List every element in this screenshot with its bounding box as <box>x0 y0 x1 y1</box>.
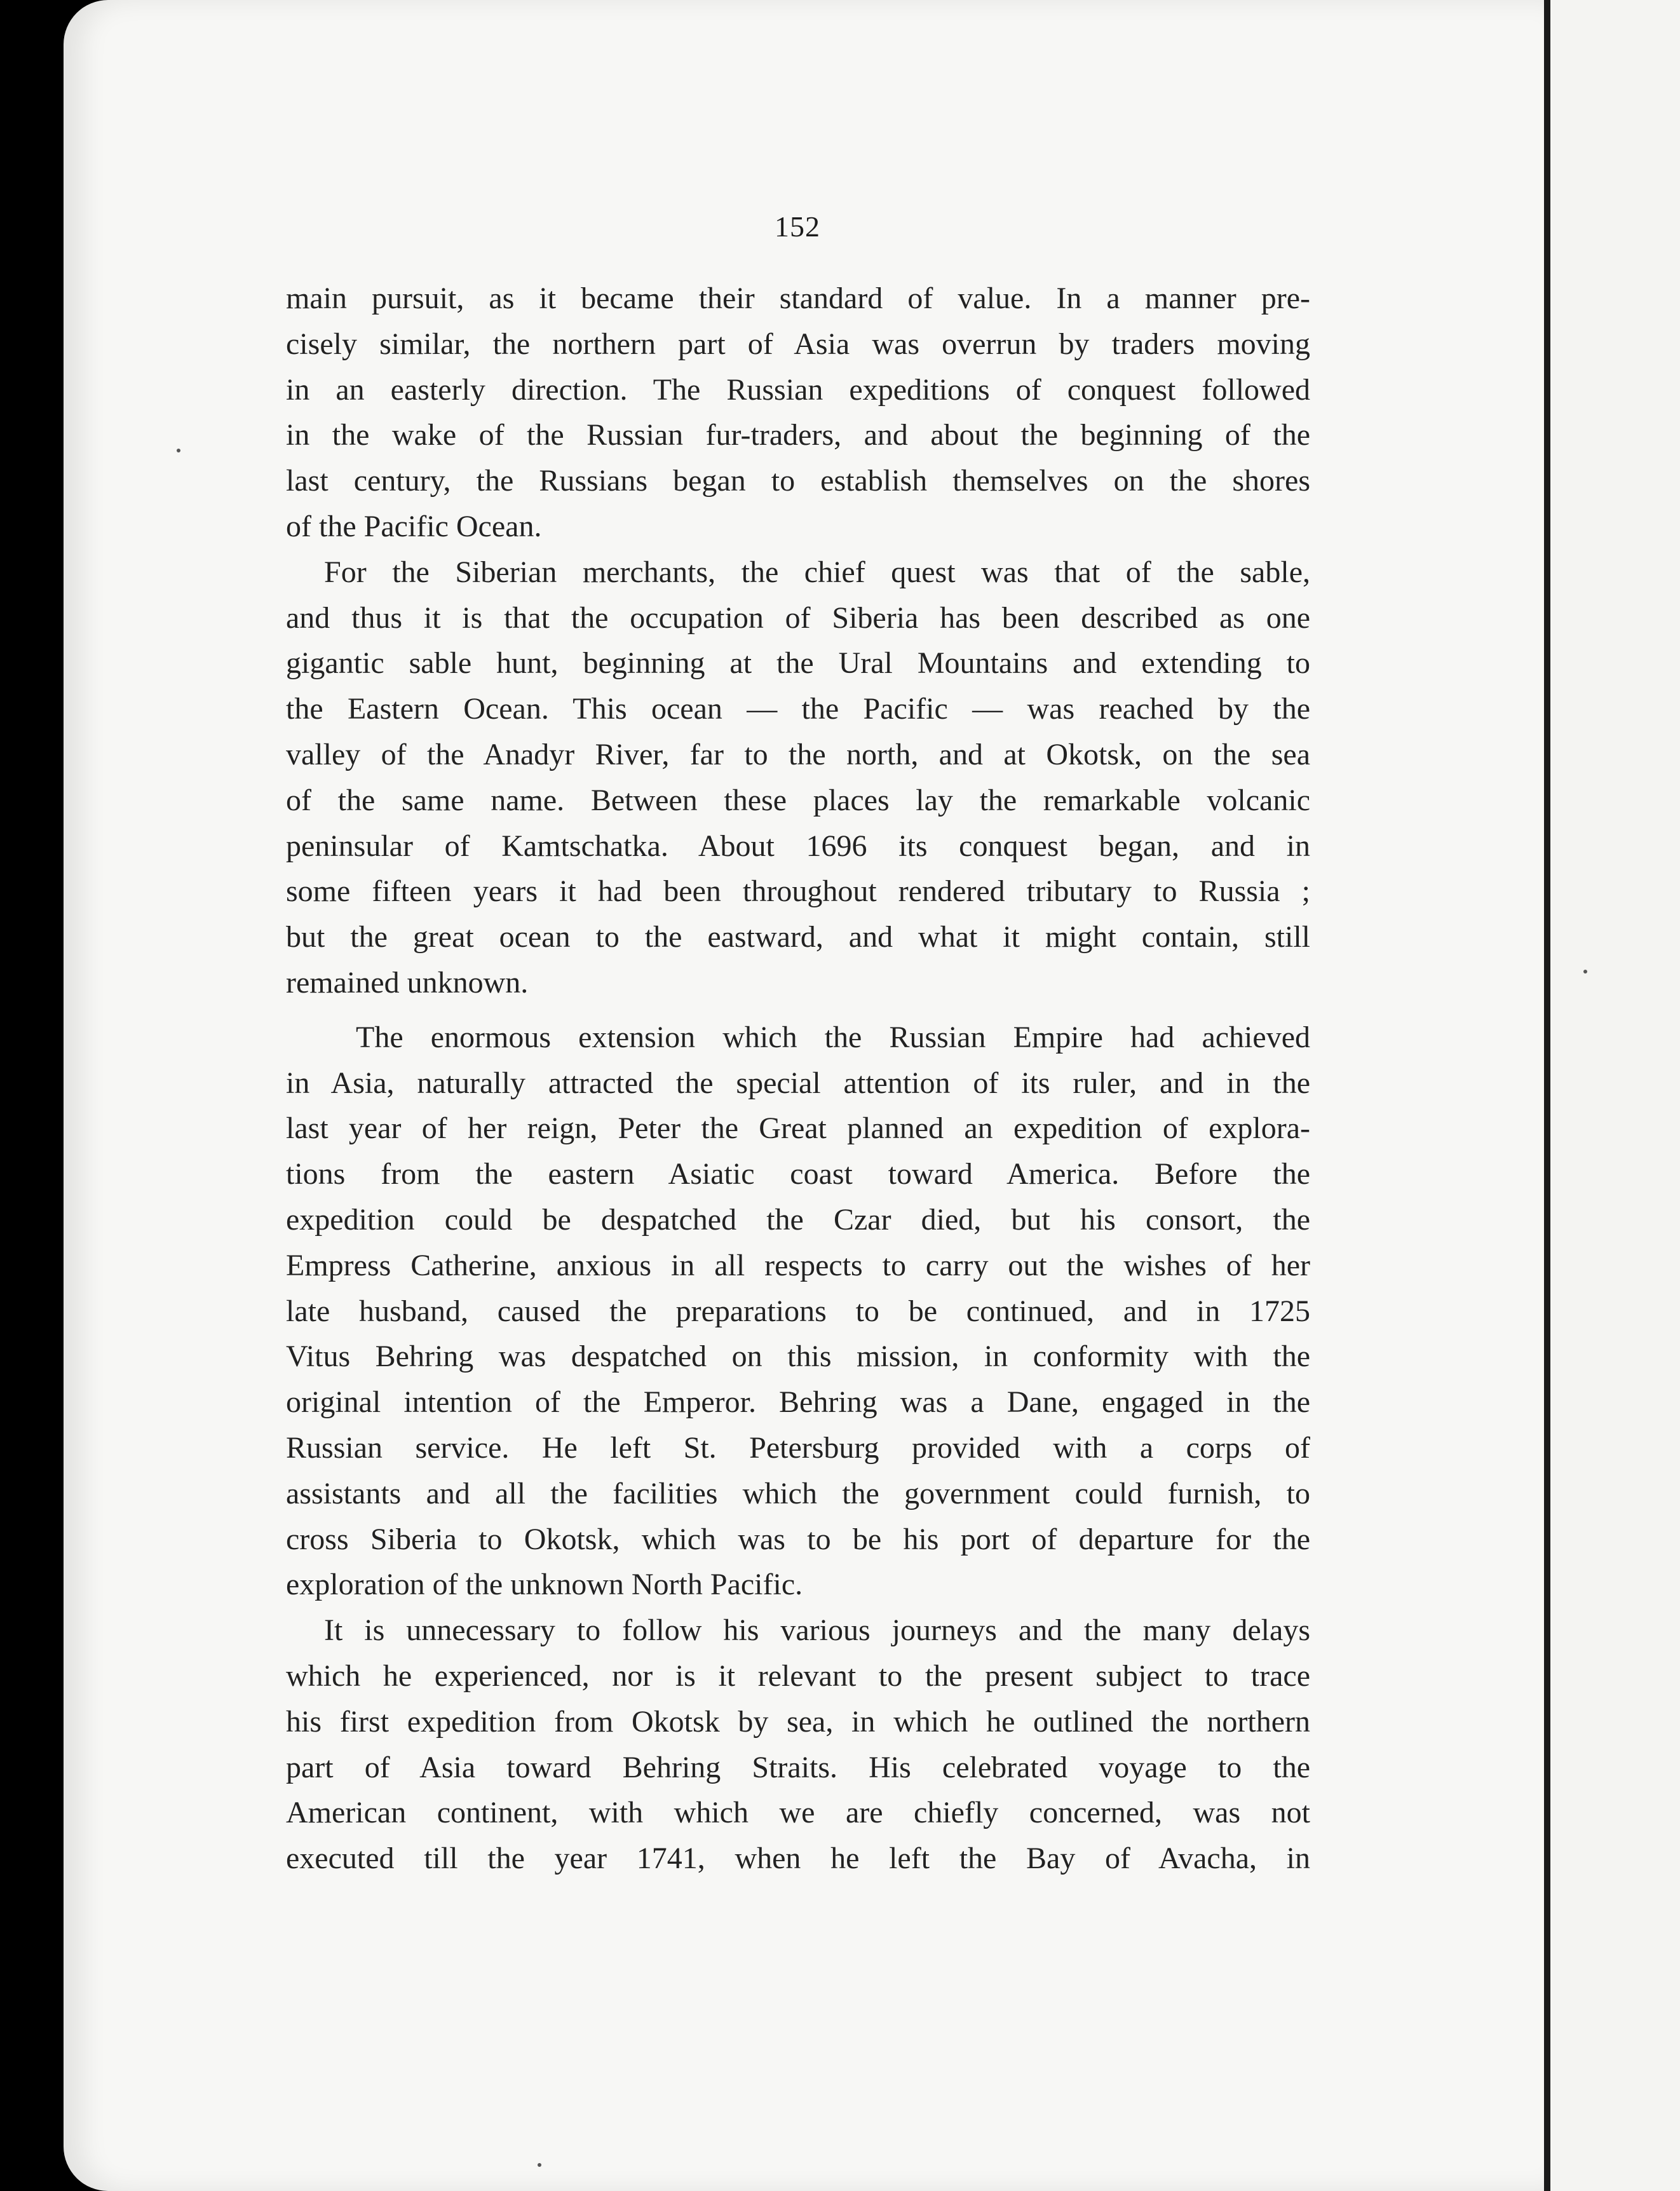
text-line: Russian service. He left St. Petersburg provided with a corps of <box>286 1430 1310 1465</box>
text-line: main pursuit, as it became their standard of value. In a manner pre- <box>286 282 1310 315</box>
paragraph <box>286 1608 1310 1882</box>
text-line: gigantic sable hunt, beginning at the Ural Mountains and extending to <box>286 646 1310 681</box>
paragraph <box>286 1015 1310 1608</box>
text-line: expedition could be despatched the Czar died, but his consort, the <box>286 1202 1310 1237</box>
text-line: remained unknown. <box>286 965 529 1000</box>
text-line: cisely similar, the northern part of Asia was overrun by traders moving <box>286 327 1310 361</box>
text-line: last year of her reign, Peter the Great planned an expedition of explora- <box>286 1111 1310 1146</box>
paragraph <box>286 276 1310 550</box>
paragraph-gap <box>286 1006 1310 1015</box>
text-line: original intention of the Emperor. Behring was a Dane, engaged in the <box>286 1385 1310 1420</box>
scan-speck <box>1583 970 1587 973</box>
text-line: cross Siberia to Okotsk, which was to be his port of departure for the <box>286 1522 1310 1556</box>
text-line: American continent, with which we are chiefly concerned, was not <box>286 1796 1310 1830</box>
scan-speck <box>177 449 180 452</box>
text-line: in an easterly direction. The Russian expeditions of conquest followed <box>286 372 1310 407</box>
body-text <box>286 276 1310 1882</box>
text-line: It is unnecessary to follow his various journeys and the many delays <box>324 1613 1310 1648</box>
text-line: tions from the eastern Asiatic coast toward America. Before the <box>286 1157 1310 1191</box>
facing-page-edge <box>1550 0 1680 2191</box>
text-line: Empress Catherine, anxious in all respects to carry out the wishes of her <box>286 1248 1310 1282</box>
text-line: late husband, caused the preparations to be continued, and in 1725 <box>286 1294 1310 1328</box>
text-line: The enormous extension which the Russian Empire had achieved <box>356 1020 1310 1054</box>
paragraph <box>286 550 1310 1006</box>
text-line: Vitus Behring was despatched on this mission, in conformity with the <box>286 1340 1310 1374</box>
text-line: some fifteen years it had been throughout rendered tributary to Russia ; <box>286 874 1310 909</box>
text-line: last century, the Russians began to establish themselves on the shores <box>286 464 1310 498</box>
text-line: assistants and all the facilities which the government could furnish, to <box>286 1476 1310 1510</box>
text-line: For the Siberian merchants, the chief quest was that of the sable, <box>324 555 1310 589</box>
text-line: which he experienced, nor is it relevant to the present subject to trace <box>286 1659 1310 1693</box>
scan-speck <box>538 2163 541 2167</box>
text-line: part of Asia toward Behring Straits. His celebrated voyage to the <box>286 1750 1310 1784</box>
page-number: 152 <box>775 210 820 243</box>
page-gutter <box>1544 0 1550 2191</box>
text-line: peninsular of Kamtschatka. About 1696 its conquest began, and in <box>286 829 1310 863</box>
text-line: but the great ocean to the eastward, and what it might contain, still <box>286 920 1310 954</box>
text-line: exploration of the unknown North Pacific. <box>286 1568 803 1602</box>
text-line: in Asia, naturally attracted the special attention of its ruler, and in the <box>286 1066 1310 1100</box>
text-line: the Eastern Ocean. This ocean — the Pacific — was reached by the <box>286 692 1310 726</box>
text-line: of the same name. Between these places lay the remarkable volcanic <box>286 783 1310 817</box>
text-line: in the wake of the Russian fur-traders, and about the beginning of the <box>286 418 1310 452</box>
text-line: his first expedition from Okotsk by sea, in which he outlined the northern <box>286 1704 1310 1739</box>
text-line: and thus it is that the occupation of Siberia has been described as one <box>286 600 1310 635</box>
text-line: executed till the year 1741, when he left the Bay of Avacha, in <box>286 1842 1310 1876</box>
text-line: of the Pacific Ocean. <box>286 509 542 543</box>
text-line: valley of the Anadyr River, far to the north, and at Okotsk, on the sea <box>286 737 1310 771</box>
